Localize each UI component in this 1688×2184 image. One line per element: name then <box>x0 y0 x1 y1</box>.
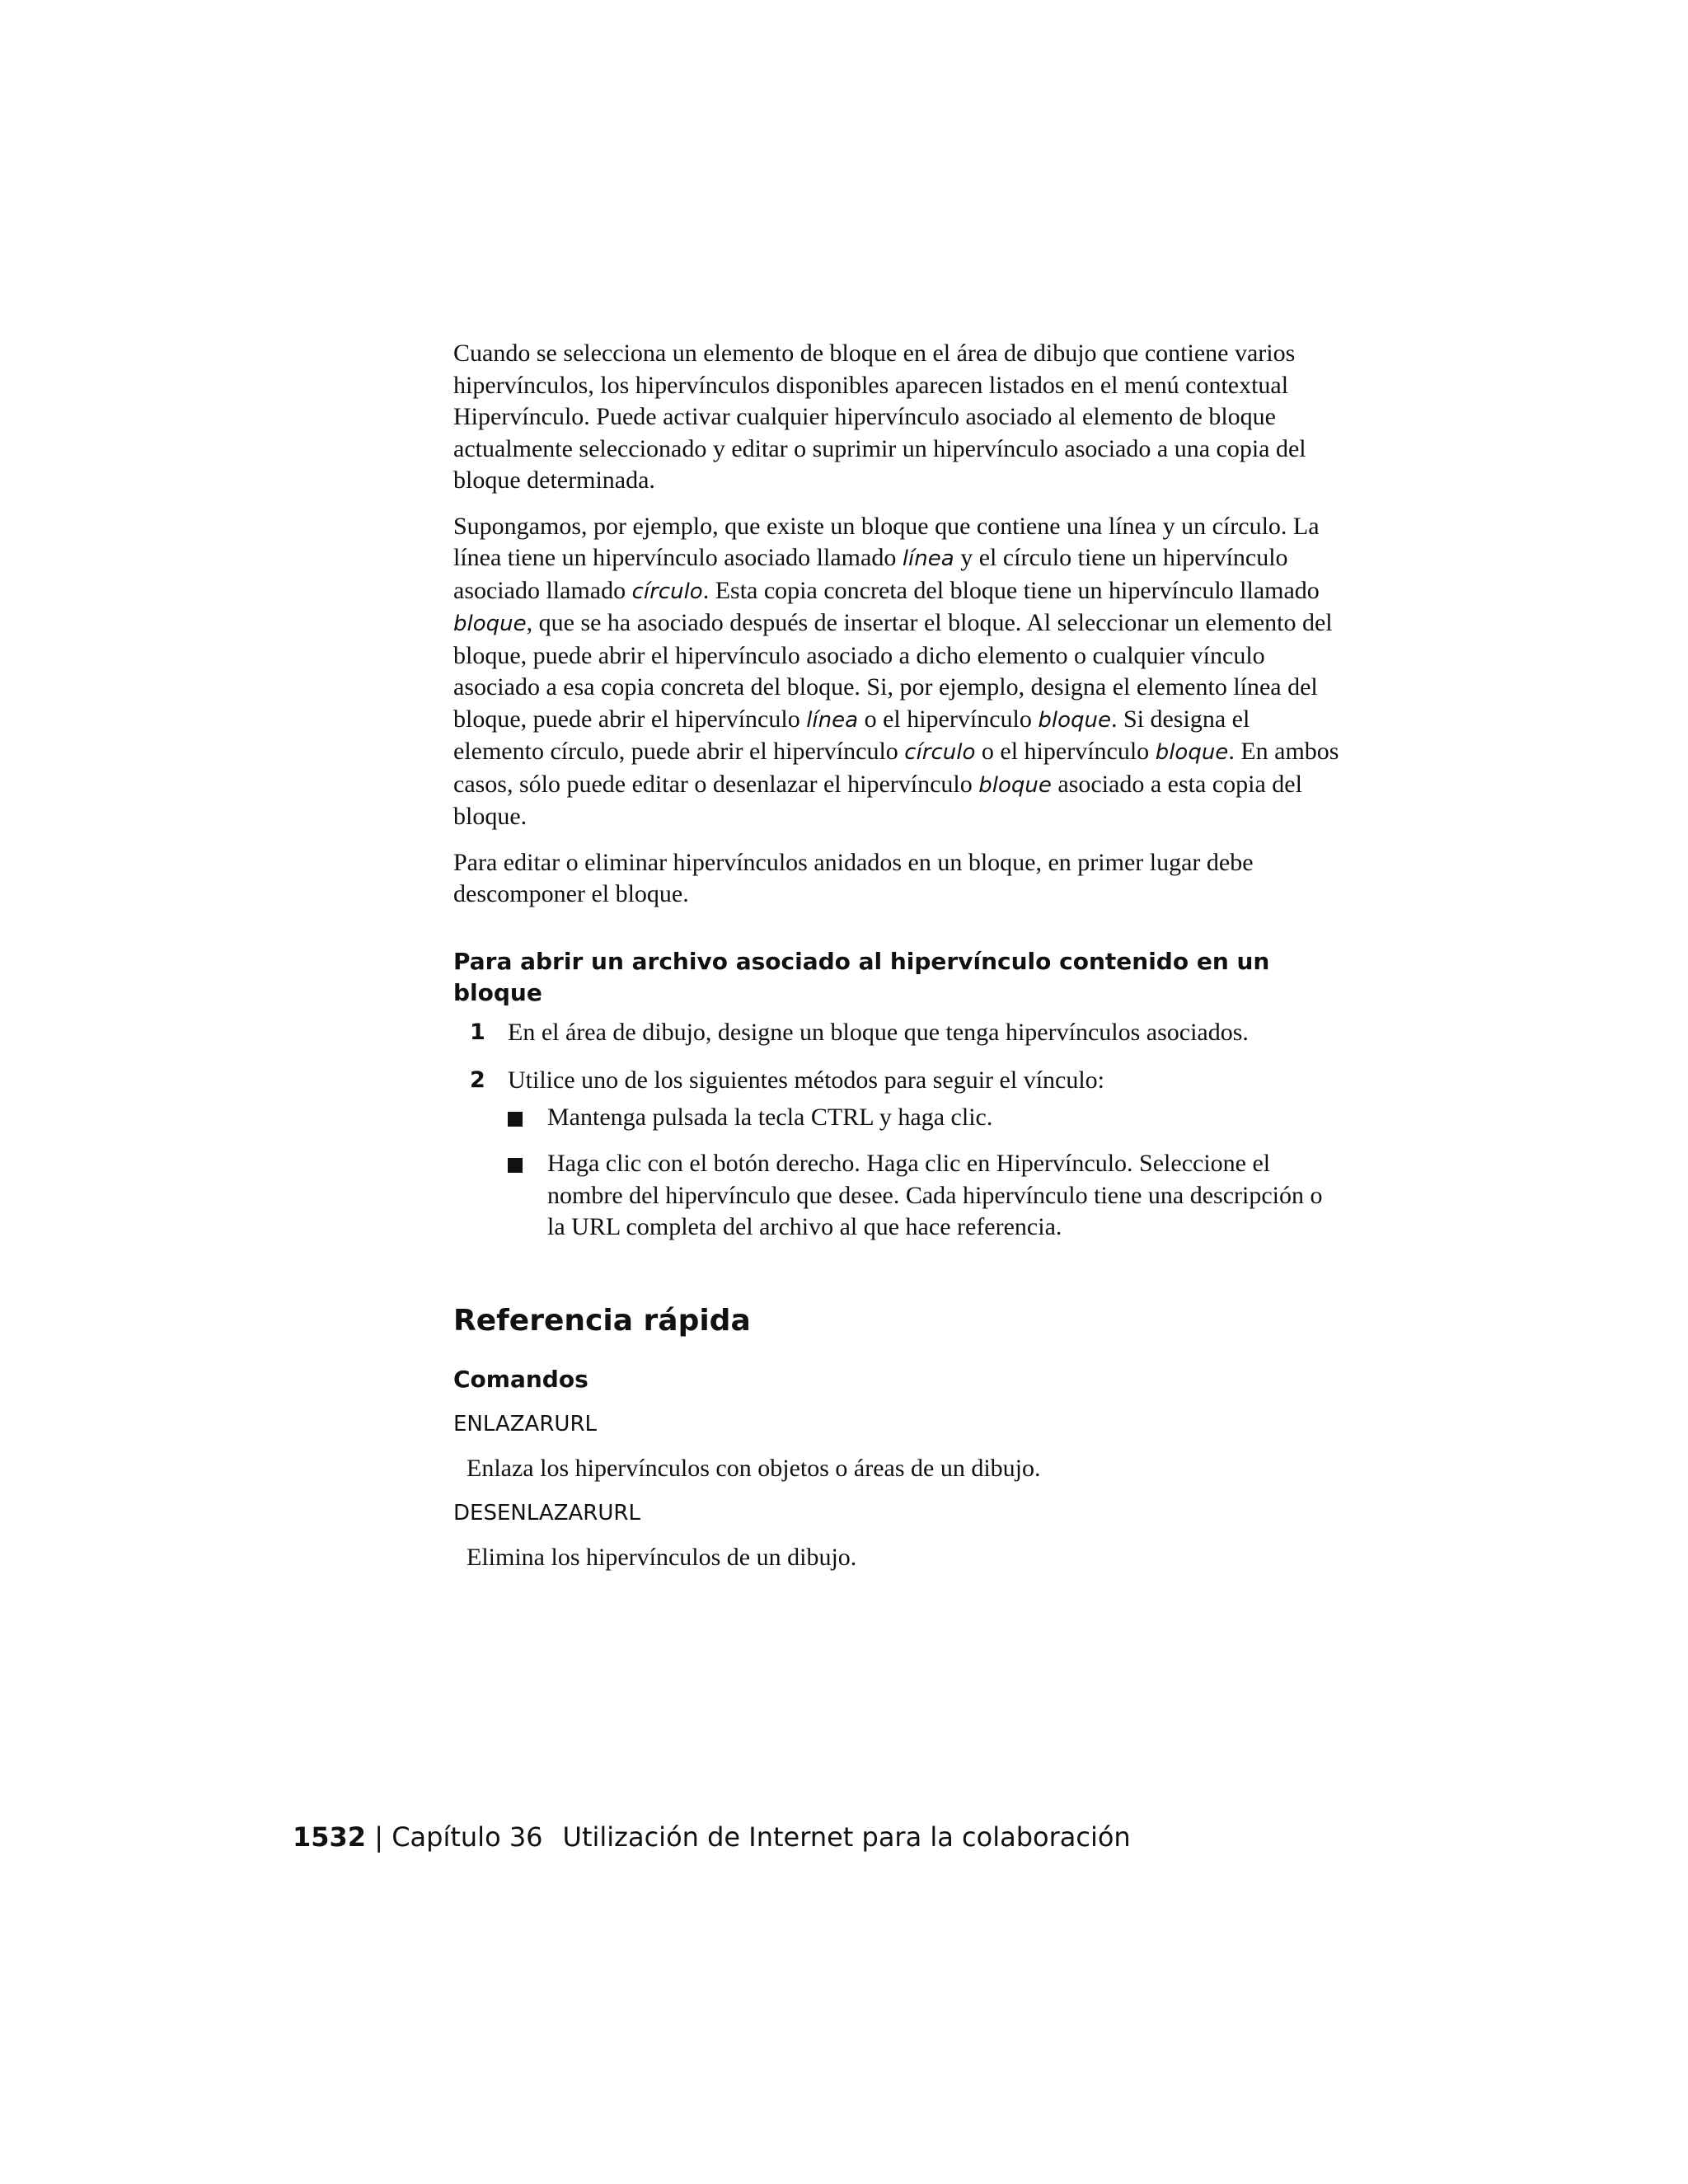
chapter-label: Capítulo 36 <box>392 1821 543 1853</box>
command-description: Enlaza los hipervínculos con objetos o áreas de un dibujo. <box>467 1454 1041 1482</box>
footer-separator: | <box>366 1821 392 1853</box>
step-text: En el área de dibujo, designe un bloque que tenga hipervínculos asociados. <box>508 1018 1249 1046</box>
commands-heading: Comandos <box>453 1365 588 1393</box>
bullet-text: Haga clic con el botón derecho. Haga clic en Hipervínculo. Seleccione el nombre del hipervínculo que desee. Cada hipervínculo tiene una descripción o la URL completa del archivo al que hace referencia. <box>547 1150 1323 1240</box>
command-name: DESENLAZARURL <box>453 1501 640 1526</box>
step-text: Utilice uno de los siguientes métodos para seguir el vínculo: <box>508 1066 1105 1094</box>
text-run: Supongamos, por ejemplo, que existe un bloque que contiene una línea y un círculo. La línea tiene un hipervínculo asociado llamado <box>453 512 1320 571</box>
square-bullet-icon <box>508 1112 523 1127</box>
italic-term: línea <box>806 707 859 733</box>
italic-term: línea <box>902 546 954 571</box>
text-run: . Esta copia concreta del bloque tiene un hipervínculo llamado <box>702 576 1320 604</box>
paragraph-2 <box>453 511 1343 833</box>
section-title: Referencia rápida <box>453 1303 751 1338</box>
step-item <box>453 1065 1343 1244</box>
list-item <box>508 1148 1343 1244</box>
command-name: ENLAZARURL <box>453 1411 597 1436</box>
chapter-title: Utilización de Internet para la colaboración <box>562 1821 1131 1853</box>
italic-term: bloque <box>1038 707 1111 733</box>
italic-term: bloque <box>1155 740 1229 765</box>
text-run: o el hipervínculo <box>975 738 1156 765</box>
page-number: 1532 <box>293 1821 367 1853</box>
page-content <box>453 338 1343 1587</box>
page-footer <box>293 1819 1131 1855</box>
paragraph-3: Para editar o eliminar hipervínculos anidados en un bloque, en primer lugar debe descomponer el bloque. <box>453 848 1254 907</box>
text-run: . Si designa el elemento círculo, puede abrir el hipervínculo <box>453 705 1250 765</box>
square-bullet-icon <box>508 1158 523 1173</box>
bullet-text: Mantenga pulsada la tecla CTRL y haga clic. <box>547 1103 993 1131</box>
text-run: o el hipervínculo <box>858 705 1039 733</box>
text-run: . En ambos casos, sólo puede editar o desenlazar el hipervínculo <box>453 738 1339 798</box>
italic-term: bloque <box>978 772 1052 798</box>
italic-term: bloque <box>453 612 527 636</box>
text-run: y el círculo tiene un hipervínculo asociado llamado <box>453 544 1288 604</box>
command-description: Elimina los hipervínculos de un dibujo. <box>467 1544 857 1571</box>
step-item <box>453 1017 1343 1049</box>
step-number: 2 <box>470 1067 485 1093</box>
paragraph-1: Cuando se selecciona un elemento de bloque en el área de dibujo que contiene varios hipervínculos, los hipervínculos disponibles aparecen listados en el menú contextual Hipervínculo. Puede activar cualquier hipervínculo asociado al elemento de bloque actualmente seleccionado y editar o suprimir un hipervínculo asociado a una copia del bloque determinada. <box>453 340 1306 494</box>
text-run: , que se ha asociado después de insertar el bloque. Al seleccionar un elemento del bloque, puede abrir el hipervínculo asociado a dicho elemento o cualquier vínculo asociado a esa copia concreta del bloque. Si, por ejemplo, designa el elemento línea del bloque, puede abrir el hipervínculo <box>453 609 1333 733</box>
list-item <box>508 1102 1343 1134</box>
procedure-steps <box>453 1017 1343 1244</box>
method-list <box>508 1102 1343 1244</box>
italic-term: círculo <box>904 740 976 765</box>
italic-term: círculo <box>631 579 703 604</box>
text-run: asociado a esta copia del bloque. <box>453 770 1302 830</box>
step-number: 1 <box>470 1019 485 1045</box>
procedure-heading: Para abrir un archivo asociado al hipervínculo contenido en un bloque <box>453 947 1270 1006</box>
